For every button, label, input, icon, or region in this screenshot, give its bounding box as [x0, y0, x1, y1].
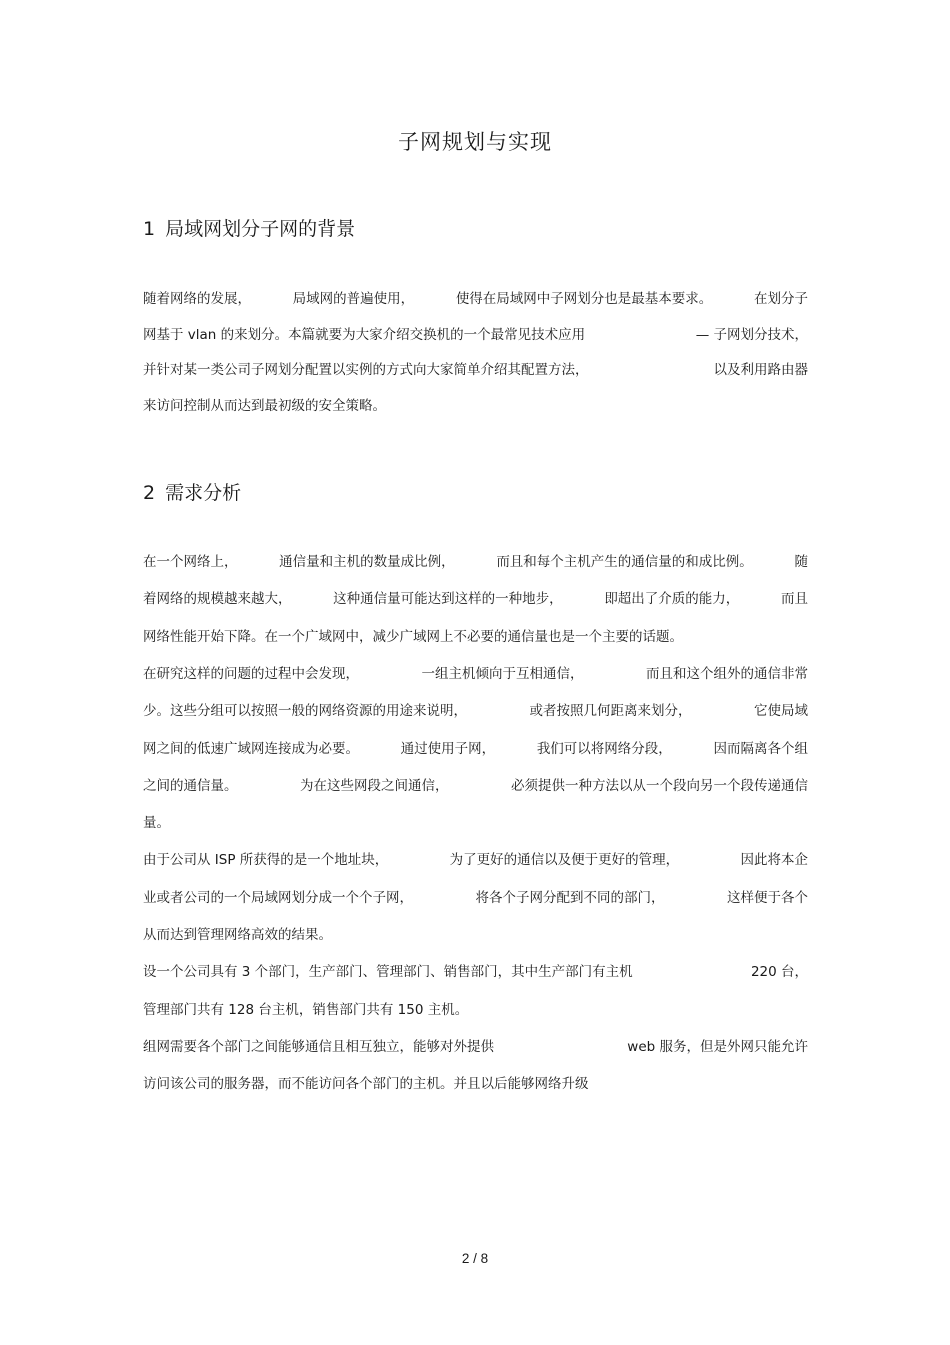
document-title: 子网规划与实现: [398, 130, 552, 154]
text-segment: 220 台，: [750, 964, 808, 981]
section-title: 需求分析: [165, 482, 242, 504]
text-segment: 少。这些分组可以按照一般的网络资源的用途来说明，: [143, 703, 467, 720]
text-segment: 使得在局域网中子网划分也是最基本要求。: [455, 291, 713, 307]
text-segment: 在一个网络上，: [143, 554, 238, 570]
text-segment: 即超出了介质的能力，: [604, 591, 740, 608]
paragraph-line: [143, 590, 808, 608]
text-segment: 随: [794, 554, 808, 570]
text-segment: 网基于 vlan 的来划分。本篇就要为大家介绍交换机的一个最常见技术应用: [143, 326, 586, 343]
page-number: 2 / 8: [461, 1251, 489, 1266]
text-segment: 设一个公司具有 3 个部门，生产部门、管理部门、销售部门，其中生产部门有主机: [143, 964, 633, 981]
paragraph-line: [143, 740, 808, 758]
paragraph-line: [143, 851, 808, 869]
text-segment: 在划分子: [753, 291, 808, 307]
text-segment: 量。: [143, 815, 170, 832]
text-segment: 访问该公司的服务器，而不能访问各个部门的主机。并且以后能够网络升级: [143, 1076, 589, 1093]
paragraph-line: [143, 814, 808, 832]
paragraph-line: [143, 777, 808, 795]
text-segment: 随着网络的发展，: [143, 291, 251, 307]
text-segment: 通过使用子网，: [400, 740, 496, 757]
text-segment: 组网需要各个部门之间能够通信且相互独立，能够对外提供: [143, 1038, 494, 1055]
paragraph-line: [143, 1038, 808, 1056]
text-segment: 为了更好的通信以及便于更好的管理，: [449, 852, 680, 869]
text-segment: 一组主机倾向于互相通信，: [421, 665, 584, 682]
section-number: 2: [143, 482, 156, 504]
text-segment: 而且和每个主机产生的通信量的和成比例。: [496, 554, 753, 570]
text-segment: 从而达到管理网络高效的结果。: [143, 927, 332, 943]
text-segment: 因此将本企: [740, 852, 808, 869]
text-segment: web 服务，但是外网只能允许: [627, 1038, 808, 1055]
paragraph-line: [143, 665, 808, 683]
paragraph-line: [143, 702, 808, 720]
paragraph-line: [143, 628, 808, 646]
paragraph-line: [143, 1001, 808, 1019]
text-segment: 因而隔离各个组: [713, 740, 808, 757]
paragraph-line: [143, 963, 808, 981]
text-segment: 通信量和主机的数量成比例，: [279, 554, 455, 570]
section-heading: [143, 478, 241, 505]
text-segment: 我们可以将网络分段，: [536, 740, 672, 757]
text-segment: 网络性能开始下降。在一个广域网中，减少广域网上不必要的通信量也是一个主要的话题。: [143, 628, 683, 645]
paragraph-line: [143, 397, 808, 415]
text-segment: 必须提供一种方法以从一个段向另一个段传递通信: [511, 777, 808, 794]
paragraph-line: [143, 326, 808, 344]
paragraph-line: [143, 926, 808, 944]
paragraph-line: [143, 553, 808, 571]
paragraph-line: [143, 1075, 808, 1093]
paragraph-line: [143, 290, 808, 308]
section-heading: [143, 214, 355, 241]
text-segment: — 子网划分技术，: [695, 326, 808, 343]
text-segment: 来访问控制从而达到最初级的安全策略。: [143, 397, 386, 414]
text-segment: 而且: [780, 591, 808, 608]
text-segment: 局域网的普遍使用，: [292, 291, 415, 307]
text-segment: 为在这些网段之间通信，: [300, 777, 449, 794]
text-segment: 由于公司从 ISP 所获得的是一个地址块，: [143, 852, 389, 869]
text-segment: 将各个子网分配到不同的部门，: [475, 889, 665, 906]
text-segment: 而且和这个组外的通信非常: [646, 665, 808, 682]
text-segment: 之间的通信量。: [143, 777, 238, 794]
text-segment: 它使局域: [754, 703, 808, 720]
text-segment: 业或者公司的一个局域网划分成一个个子网，: [143, 889, 413, 906]
text-segment: 这样便于各个: [727, 889, 808, 906]
text-segment: 管理部门共有 128 台主机，销售部门共有 150 主机。: [143, 1001, 469, 1018]
text-segment: 以及利用路由器: [713, 362, 808, 378]
paragraph-line: [143, 361, 808, 379]
text-segment: 着网络的规模越来越大，: [143, 591, 292, 608]
paragraph-line: [143, 889, 808, 907]
text-segment: 并针对某一类公司子网划分配置以实例的方式向大家简单介绍其配置方法，: [143, 362, 589, 378]
text-segment: 或者按照几何距离来划分，: [529, 703, 692, 720]
section-number: 1: [143, 218, 156, 240]
text-segment: 网之间的低速广域网连接成为必要。: [143, 740, 359, 757]
section-title: 局域网划分子网的背景: [165, 218, 356, 240]
text-segment: 在研究这样的问题的过程中会发现，: [143, 665, 359, 682]
text-segment: 这种通信量可能达到这样的一种地步，: [333, 591, 563, 608]
